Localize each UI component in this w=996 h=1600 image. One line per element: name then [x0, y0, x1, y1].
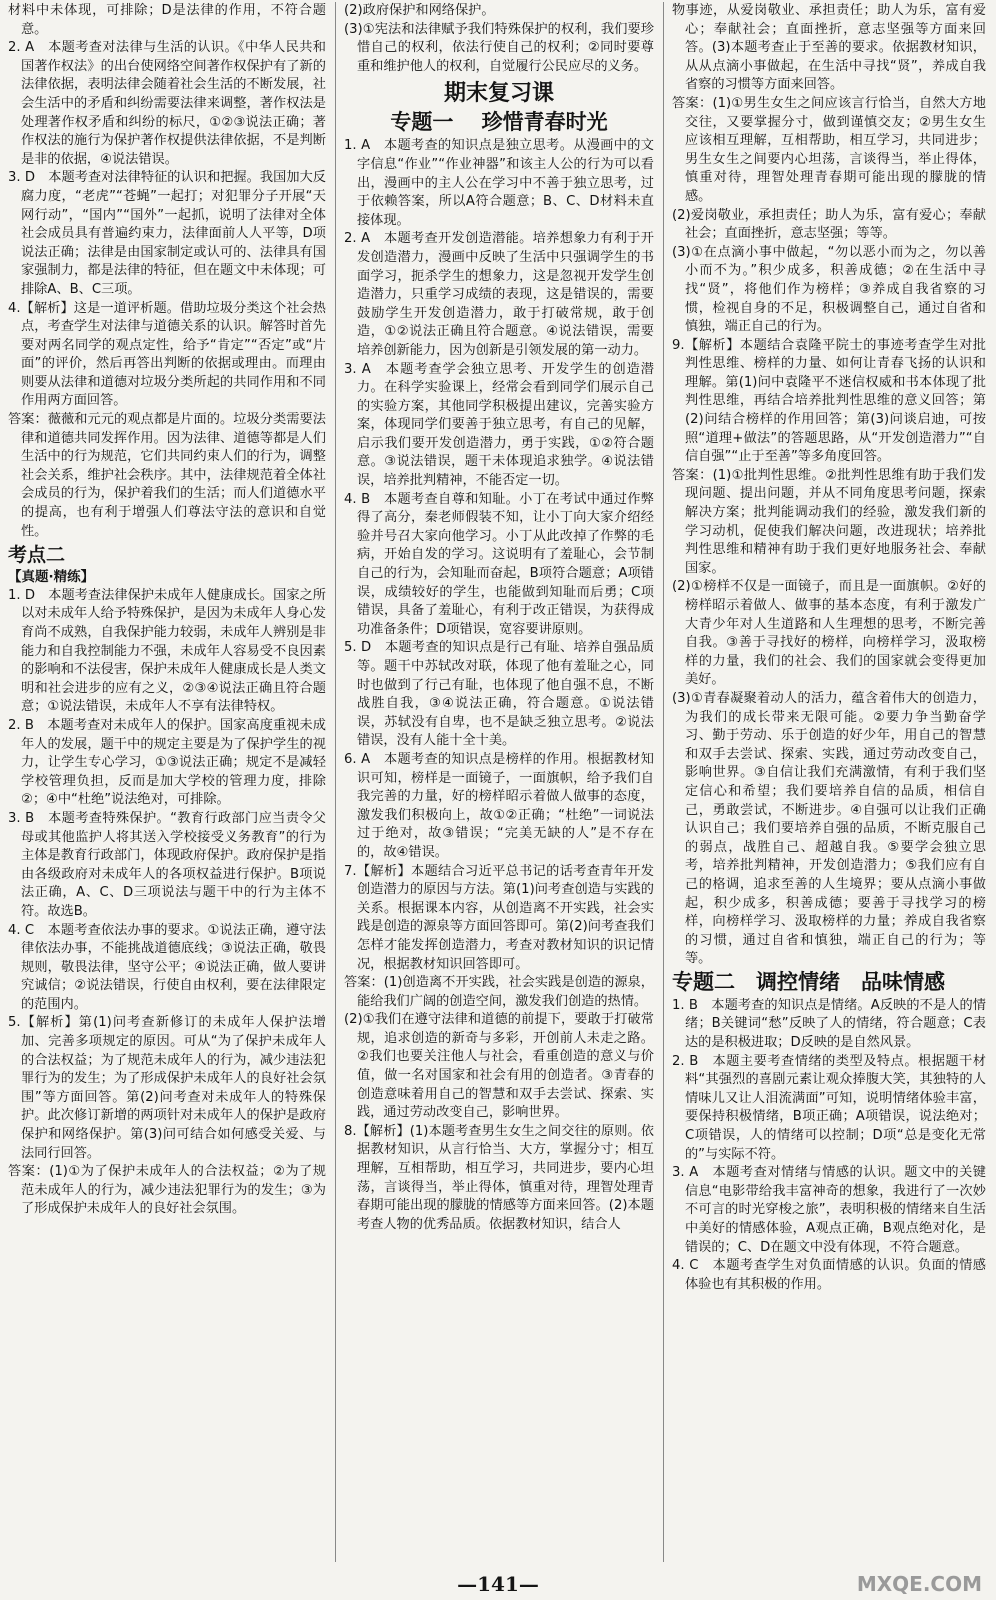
- column-divider: [663, 2, 664, 1562]
- column-2: [344, 2, 654, 1562]
- answer-text: (2)①榜样不仅是一面镜子，而且是一面旗帜。②好的榜样昭示着做人、做事的基本态度，有利于激发广大青少年对人生道路和人生理想的思考，不断完善自我。③善于寻找好的榜样，向榜样学习，汲取榜样的力量，我们的社会、我们的国家就会变得更加美好。: [672, 579, 986, 688]
- answer-text: 答案：薇薇和元元的观点都是片面的。垃圾分类需要法律和道德共同发挥作用。因为法律、道德等都是人们生活中的行为规范，它们共同约束人们的行为，调整社会关系，维护社会秩序。其中，法律规范着全体社会成员的行为，保护着我们的生活；而人们道德水平的提高，也有利于增强人们尊法守法的意识和自觉性。: [8, 412, 326, 539]
- answer-item: 3. B 本题考查特殊保护。“教育行政部门应当责令父母或其他监护人将其送入学校接受义务教育”的行为主体是教育行政部门，体现政府保护。政府保护是指由各级政府对未成年人的各项权益进行保护。B项说法正确，A、C、D三项说法与题干中的行为主体不符。故选B。: [8, 810, 326, 919]
- answer-text: 答案：(1)①批判性思维。②批判性思维有助于我们发现问题、提出问题，并从不同角度思考问题，探索解决方案；批判能调动我们的经验，激发我们新的学习动机，促使我们解决问题，改进现状；培养批判性思维和精神有助于我们更好地服务社会、奉献国家。: [672, 467, 986, 576]
- answer-item: 4. B 本题考查自尊和知耻。小丁在考试中通过作弊得了高分，秦老师假装不知，让小丁向大家介绍经验并号召大家向他学习。小丁从此改掉了作弊的毛病，开始自发的学习。这说明有了羞耻心，会节制自己的行为，会知耻而奋起，B项符合题意；A项错误，成绩较好的学生，也能做到知耻而后勇；C项错误，具备了羞耻心，有利于改正错误，为获得成功准备条件；D项错误，宽容要讲原则。: [344, 491, 654, 637]
- answer-text: 答案：(1)①为了保护未成年人的合法权益；②为了规范未成年人的行为，减少违法犯罪行为的发生；③为了形成保护未成年人的良好社会氛围。: [8, 1164, 326, 1217]
- topic-heading: 专题一 珍惜青春时光: [390, 109, 608, 135]
- answer-text: (2)爱岗敬业，承担责任；助人为乐，富有爱心；奉献社会；直面挫折，意志坚强；等等。: [672, 207, 986, 242]
- answer-item: 7.【解析】本题结合习近平总书记的话考查青年开发创造潜力的原因与方法。第(1)问考查创造与实践的关系。根据课本内容，从创造离不开实践，社会实践是创造的源泉等方面回答即可。第(2)问考查我们怎样才能发挥创造潜力，考查对教材知识的识记情况，根据教材知识回答即可。: [344, 863, 654, 972]
- answer-item: 3. A 本题考查对情绪与情感的认识。题文中的关键信息“电影带给我丰富神奇的想象，我进行了一次妙不可言的时光穿梭之旅”，表明积极的情绪来自生活中美好的情感体验，A观点正确，B观点绝对化，是错误的；C、D在题文中没有体现，不符合题意。: [672, 1165, 986, 1255]
- watermark: MXQE.COM: [856, 1572, 982, 1596]
- paragraph: 物事迹，从爱岗敬业、承担责任；助人为乐，富有爱心；奉献社会；直面挫折，意志坚强等方面来回答。(3)本题考查止于至善的要求。依据教材知识，从从点滴小事做起，在生活中寻找“贤”，养成自我省察的习惯等方面来回答。: [672, 3, 986, 93]
- column-3: [672, 2, 986, 1562]
- answer-item: 1. B 本题考查的知识点是情绪。A反映的不是人的情绪；B关键词“愁”反映了人的情绪，符合题意；C表达的是积极进取；D反映的是自然风景。: [672, 997, 986, 1051]
- answer-item: 1. D 本题考查法律保护未成年人健康成长。国家之所以对未成年人给予特殊保护，是因为未成年人身心发育尚不成熟，自我保护能力较弱，未成年人辨别是非能力和自我控制能力不强，未成年人容易受不良因素的影响和不法侵害，保护未成年人健康成长是人类文明和社会进步的应有之义，②③④说法正确且符合题意；①说法错误，未成年人不享有法律特权。: [8, 587, 326, 715]
- paragraph: (2)政府保护和网络保护。: [344, 3, 495, 18]
- answer-item: 4.【解析】这是一道评析题。借助垃圾分类这个社会热点，考查学生对法律与道德关系的认识。解答时首先要对两名同学的观点定性，给予“肯定”“否定”或“片面”的评价，然后再答出判断的依据或理由。而理由则要从法律和道德对垃圾分类所起的共同作用和不同作用两方面回答。: [8, 300, 326, 409]
- answer-item: 2. B 本题考查对未成年人的保护。国家高度重视未成年人的发展，题干中的规定主要是为了保护学生的视力，让学生专心学习，①③说法正确；规定不是减轻学校管理负担，反而是加大学校的管理力度，排除②；④中“杜绝”说法绝对，可排除。: [8, 717, 326, 808]
- answer-item: 3. D 本题考查对法律特征的认识和把握。我国加大反腐力度，“老虎”“苍蝇”一起打；对犯罪分子开展“天网行动”，“国内”“国外”一起抓，说明了法律对全体社会成员具有普遍约束力，法律面前人人平等，D项说法正确；法律是由国家制定或认可的、法律具有国家强制力，都是法律的特征，但在题文中未体现；可排除A、B、C三项。: [8, 170, 326, 297]
- subsection-label: 【真题·精练】: [8, 569, 95, 586]
- page-number: —141—: [457, 1572, 539, 1596]
- page: [8, 2, 988, 1562]
- answer-item: 4. C 本题考查依法办事的要求。①说法正确，遵守法律依法办事，不能挑战道德底线；③说法正确，敬畏规则，敬畏法律，坚守公平；④说法正确，做人要讲究诚信；②说法错误，行使自由权利，要在法律限定的范围内。: [8, 922, 326, 1012]
- answer-text: (2)①我们在遵守法律和道德的前提下，要敢于打破常规，追求创造的新奇与多彩，开创前人未走之路。②我们也要关注他人与社会，看重创造的意义与价值，做一名对国家和社会有用的创造者。③青春的创造意味着用自己的智慧和双手去尝试、探索、实践，通过劳动改变自己，影响世界。: [344, 1012, 654, 1121]
- answer-item: 4. C 本题考查学生对负面情感的认识。负面的情感体验也有其积极的作用。: [672, 1258, 986, 1292]
- answer-item: 5.【解析】第(1)问考查新修订的未成年人保护法增加、完善多项规定的原因。可从“为了保护未成年人的合法权益；为了规范未成年人的行为，减少违法犯罪行为的发生；为了形成保护未成年人的良好社会氛围”等方面回答。第(2)问考查对未成年人的特殊保护。此次修订新增的两项针对未成年人的保护是政府保护和网络保护。第(3)问可结合如何感受关爱、与法同行回答。: [8, 1015, 326, 1161]
- answer-item: 2. A 本题考查对法律与生活的认识。《中华人民共和国著作权法》的出台使网络空间著作权保护有了新的法律依据，表明法律会随着社会生活的不断发展，社会生活中的矛盾和纠纷需要法律来调整，著作权法是处理著作权矛盾和纠纷的标尺，①②③说法正确；著作权法的施行为保护著作权提供法律依据，不是判断是非的依据，④说法错误。: [8, 40, 326, 167]
- answer-text: 答案：(1)创造离不开实践，社会实践是创造的源泉，能给我们广阔的创造空间，激发我们创造的热情。: [344, 975, 654, 1009]
- answer-item: 5. D 本题考查的知识点是行己有耻、培养自强品质等。题干中苏轼改对联，体现了他有羞耻之心，同时也做到了行己有耻，也体现了他自强不息，不断战胜自我，③④说法正确，符合题意。①说法错误，苏轼没有自卑，也不是缺乏独立思考。②说法错误，没有人能十全十美。: [344, 640, 654, 749]
- paragraph: (3)①宪法和法律赋予我们特殊保护的权利，我们要珍惜自己的权利，依法行使自己的权利；②同时要尊重和维护他人的权利，自觉履行公民应尽的义务。: [344, 21, 654, 74]
- answer-text: 答案：(1)①男生女生之间应该言行恰当，自然大方地交往，又要掌握分寸，做到谨慎交友；②男生女生应该相互理解，互相帮助，相互学习，共同进步；男生女生之间要内心坦荡，言谈得当，举止得体，慎重对待，理智处理青春期可能出现的朦胧的情感。: [672, 95, 986, 204]
- review-title: 期末复习课: [443, 80, 554, 107]
- column-1: [8, 2, 326, 1562]
- section-heading: 考点二: [8, 544, 66, 567]
- topic-heading: 专题二 调控情绪 品味情感: [672, 968, 945, 994]
- answer-item: 2. B 本题主要考查情绪的类型及特点。根据题干材料“其强烈的喜剧元素让观众捧腹大笑，其独特的人情味儿又让人泪流满面”可知，说明情绪体验丰富，要保持积极情绪，B项正确；A项错误，说法绝对；C项错误，人的情绪可以控制；D项“总是变化无常的”与实际不符。: [672, 1053, 986, 1162]
- column-divider: [335, 2, 336, 1562]
- answer-text: (3)①青春凝聚着动人的活力，蕴含着伟大的创造力，为我们的成长带来无限可能。②要力争当勤奋学习、勤于劳动、乐于创造的好少年，用自己的智慧和双手去尝试、探索、实践，通过劳动改变自己，影响世界。③自信让我们充满激情，有利于我们坚定信心和希望；我们要培养自信的品质，相信自己，勇敢尝试，不断进步。④自强可以让我们正确认识自己；我们要培养自强的品质，不断克服自己的弱点，战胜自己、超越自我。⑤要学会独立思考，培养批判精神，开发创造潜力；⑤我们应有自己的格调，追求至善的人生境界；要从点滴小事做起，积少成多，积善成德；要善于寻找学习的榜样，向榜样学习、汲取榜样的力量；养成自我省察的习惯，通过自省和慎独，端正自己的行为；等等。: [672, 690, 986, 967]
- answer-text: (3)①在点滴小事中做起，“勿以恶小而为之，勿以善小而不为。”积少成多，积善成德；②在生活中寻找“贤”，将他们作为榜样；③养成自我省察的习惯，检视自身的不足，积极调整自己，通过自省和慎独，端正自己的行为。: [672, 244, 986, 335]
- answer-item: 1. A 本题考查的知识点是独立思考。从漫画中的文字信息“作业”“作业神器”和该主人公的行为可以看出，漫画中的主人公在学习中不善于独立思考，过于依赖答案，所以A符合题意；B、C、D材料未直接体现。: [344, 138, 654, 228]
- answer-item: 9.【解析】本题结合袁隆平院士的事迹考查学生对批判性思维、榜样的力量、如何让青春飞扬的认识和理解。第(1)问中袁隆平不迷信权威和书本体现了批判性思维，再结合培养批判性思维的意义回答；第(2)问结合榜样的作用回答；第(3)问谈启迪，可按照“道理+做法”的答题思路，从“开发创造潜力”“自信自强”“止于至善”等多角度回答。: [672, 337, 986, 465]
- answer-item: 6. A 本题考查的知识点是榜样的作用。根据教材知识可知，榜样是一面镜子，一面旗帜，给予我们自我完善的力量，好的榜样昭示着做人做事的态度，激发我们积极向上，故①②正确；“杜绝”一词说法过于绝对，故③错误；“完美无缺的人”是不存在的，故④错误。: [344, 751, 654, 860]
- answer-item: 8.【解析】(1)本题考查男生女生之间交往的原则。依据教材知识，从言行恰当、大方，掌握分寸；相互理解，互相帮助，相互学习，共同进步，要内心坦荡，言谈得当，举止得体，慎重对待，理智处理青春期可能出现的朦胧的情感等方面来回答。(2)本题考查人物的优秀品质。依据教材知识，结合人: [344, 1123, 654, 1232]
- answer-item: 3. A 本题考查学会独立思考、开发学生的创造潜力。在科学实验课上，经常会看到同学们展示自己的实验方案，其他同学积极提出建议，完善实验方案，体现同学们要善于独立思考，有自己的见解，启示我们要开发创造潜力，勇于实践，①②符合题意。③说法错误，题干未体现追求独学。④说法错误，培养批判精神，不能否定一切。: [344, 361, 654, 489]
- paragraph: 材料中未体现，可排除；D是法律的作用，不符合题意。: [8, 3, 326, 37]
- answer-item: 2. A 本题考查开发创造潜能。培养想象力有利于开发创造潜力，漫画中反映了生活中只强调学生的书面学习，扼杀学生的想象力，这是忽视开发学生创造潜力，只重学习成绩的表现，这是错误的，需要鼓励学生开发创造潜力，敢于打破常规，敢于创造，①②说法正确且符合题意。④说法错误，需要培养创新能力，因为创新是引领发展的第一动力。: [344, 231, 654, 358]
